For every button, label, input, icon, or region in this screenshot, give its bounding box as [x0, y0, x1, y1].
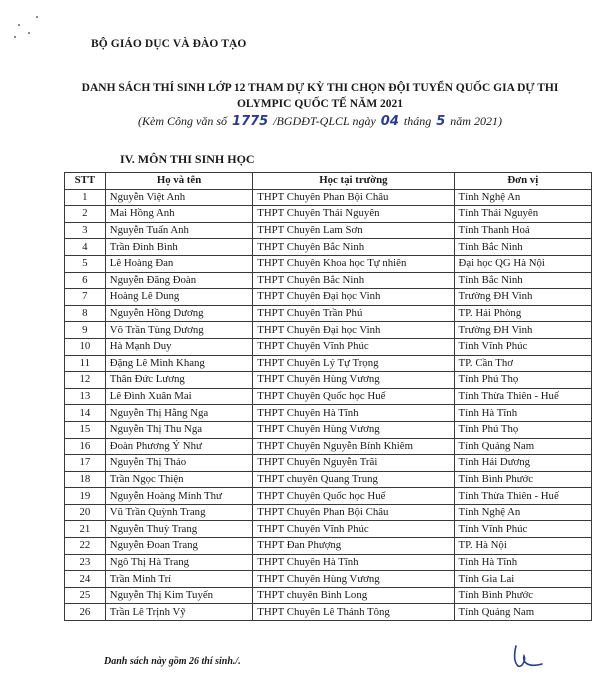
table-row [65, 388, 592, 405]
cell-unit: Tỉnh Thanh Hoá [454, 222, 591, 239]
column-header-stt: STT [65, 173, 106, 190]
cell-name: Trần Minh Trí [105, 571, 252, 588]
table-row [65, 206, 592, 223]
table-row [65, 504, 592, 521]
cell-unit: Tỉnh Hà Tĩnh [454, 405, 591, 422]
table-row [65, 521, 592, 538]
cell-school: THPT Đan Phượng [253, 538, 454, 555]
cell-school: THPT chuyên Bình Long [253, 587, 454, 604]
cell-unit: Trường ĐH Vinh [454, 289, 591, 306]
cell-name: Nguyễn Thị Hằng Nga [105, 405, 252, 422]
cell-stt: 8 [65, 305, 106, 322]
table-row [65, 272, 592, 289]
document-title [60, 80, 580, 112]
cell-unit: Tỉnh Quảng Nam [454, 438, 591, 455]
cell-school: THPT Chuyên Bắc Ninh [253, 272, 454, 289]
footer-note: Danh sách này gồm 26 thí sinh./. [104, 656, 241, 667]
table-row [65, 471, 592, 488]
table-row [65, 587, 592, 604]
cell-school: THPT Chuyên Đại học Vinh [253, 322, 454, 339]
cell-school: THPT Chuyên Vĩnh Phúc [253, 521, 454, 538]
cell-unit: Tỉnh Phú Thọ [454, 421, 591, 438]
table-row [65, 604, 592, 621]
cell-name: Trần Ngọc Thiện [105, 471, 252, 488]
cell-school: THPT Chuyên Lý Tự Trọng [253, 355, 454, 372]
cell-unit: Tỉnh Gia Lai [454, 571, 591, 588]
cell-name: Nguyễn Thuỳ Trang [105, 521, 252, 538]
table-row [65, 305, 592, 322]
cell-unit: Đại học QG Hà Nội [454, 255, 591, 272]
title-line-1: DANH SÁCH THÍ SINH LỚP 12 THAM DỰ KỲ THI CHỌN ĐỘI TUYỂN QUỐC GIA DỰ THI [81, 82, 559, 94]
cell-school: THPT Chuyên Khoa học Tự nhiên [253, 255, 454, 272]
cell-unit: Tỉnh Nghệ An [454, 504, 591, 521]
table-row [65, 338, 592, 355]
signature-mark [508, 640, 548, 670]
table-row [65, 289, 592, 306]
table-row [65, 405, 592, 422]
cell-stt: 14 [65, 405, 106, 422]
cell-school: THPT Chuyên Nguyễn Trãi [253, 455, 454, 472]
cell-school: THPT Chuyên Hà Tĩnh [253, 554, 454, 571]
cell-name: Đoàn Phương Ý Như [105, 438, 252, 455]
cell-unit: Tỉnh Quảng Nam [454, 604, 591, 621]
table-header-row [65, 173, 592, 190]
section-title: IV. MÔN THI SINH HỌC [120, 152, 255, 166]
cell-unit: Tỉnh Bình Phước [454, 587, 591, 604]
table-row [65, 222, 592, 239]
cell-name: Nguyễn Thị Kim Tuyến [105, 587, 252, 604]
table-row [65, 239, 592, 256]
cell-stt: 5 [65, 255, 106, 272]
cell-stt: 20 [65, 504, 106, 521]
cell-stt: 26 [65, 604, 106, 621]
cell-stt: 16 [65, 438, 106, 455]
table-row [65, 372, 592, 389]
cell-stt: 18 [65, 471, 106, 488]
cell-stt: 22 [65, 538, 106, 555]
cell-school: THPT chuyên Quang Trung [253, 471, 454, 488]
cell-stt: 10 [65, 338, 106, 355]
cell-name: Nguyễn Thị Thu Nga [105, 421, 252, 438]
cell-stt: 9 [65, 322, 106, 339]
table-row [65, 255, 592, 272]
cell-unit: TP. Cần Thơ [454, 355, 591, 372]
title-line-2: OLYMPIC QUỐC TẾ NĂM 2021 [236, 98, 404, 110]
cell-stt: 2 [65, 206, 106, 223]
cell-unit: TP. Hà Nội [454, 538, 591, 555]
cell-stt: 4 [65, 239, 106, 256]
table-row [65, 455, 592, 472]
table-row [65, 488, 592, 505]
ref-number-handwritten: 1775 [232, 114, 269, 129]
table-row [65, 571, 592, 588]
cell-stt: 7 [65, 289, 106, 306]
cell-school: THPT Chuyên Quốc học Huế [253, 388, 454, 405]
cell-unit: Tỉnh Hải Dương [454, 455, 591, 472]
cell-name: Nguyễn Thị Thảo [105, 455, 252, 472]
cell-school: THPT Chuyên Trần Phú [253, 305, 454, 322]
cell-unit: Tỉnh Thừa Thiên - Huế [454, 488, 591, 505]
cell-unit: Tỉnh Thái Nguyên [454, 206, 591, 223]
cell-name: Hoàng Lê Dung [105, 289, 252, 306]
ref-month-label: tháng [400, 114, 435, 128]
cell-stt: 21 [65, 521, 106, 538]
ref-prefix: (Kèm Công văn số [138, 114, 231, 128]
cell-stt: 25 [65, 587, 106, 604]
cell-school: THPT Chuyên Vĩnh Phúc [253, 338, 454, 355]
cell-unit: Tỉnh Thừa Thiên - Huế [454, 388, 591, 405]
cell-name: Đặng Lê Minh Khang [105, 355, 252, 372]
cell-school: THPT Chuyên Thái Nguyên [253, 206, 454, 223]
ref-suffix: năm 2021) [447, 114, 502, 128]
cell-stt: 15 [65, 421, 106, 438]
cell-stt: 6 [65, 272, 106, 289]
cell-unit: Tỉnh Phú Thọ [454, 372, 591, 389]
column-header-unit: Đơn vị [454, 173, 591, 190]
ministry-name: BỘ GIÁO DỤC VÀ ĐÀO TẠO [91, 38, 247, 50]
cell-stt: 19 [65, 488, 106, 505]
column-header-school: Học tại trường [253, 173, 454, 190]
cell-unit: Trường ĐH Vinh [454, 322, 591, 339]
cell-unit: Tỉnh Hà Tĩnh [454, 554, 591, 571]
cell-name: Nguyễn Hồng Dương [105, 305, 252, 322]
table-row [65, 322, 592, 339]
cell-school: THPT Chuyên Lê Thánh Tông [253, 604, 454, 621]
cell-name: Mai Hồng Anh [105, 206, 252, 223]
cell-unit: Tỉnh Bình Phước [454, 471, 591, 488]
cell-school: THPT Chuyên Quốc học Huế [253, 488, 454, 505]
ref-mid: /BGDĐT-QLCL ngày [270, 114, 379, 128]
cell-unit: Tỉnh Bắc Ninh [454, 239, 591, 256]
cell-stt: 23 [65, 554, 106, 571]
document-reference [60, 114, 580, 129]
cell-stt: 24 [65, 571, 106, 588]
cell-school: THPT Chuyên Phan Bội Châu [253, 189, 454, 206]
cell-name: Vũ Trần Quỳnh Trang [105, 504, 252, 521]
cell-stt: 13 [65, 388, 106, 405]
cell-school: THPT Chuyên Lam Sơn [253, 222, 454, 239]
cell-name: Lê Đình Xuân Mai [105, 388, 252, 405]
cell-stt: 12 [65, 372, 106, 389]
cell-name: Nguyễn Đăng Đoàn [105, 272, 252, 289]
cell-school: THPT Chuyên Bắc Ninh [253, 239, 454, 256]
table-row [65, 189, 592, 206]
cell-unit: Tỉnh Nghệ An [454, 189, 591, 206]
cell-name: Thân Đức Lương [105, 372, 252, 389]
cell-stt: 17 [65, 455, 106, 472]
cell-name: Võ Trần Tùng Dương [105, 322, 252, 339]
cell-name: Nguyễn Hoàng Minh Thư [105, 488, 252, 505]
cell-name: Hà Mạnh Duy [105, 338, 252, 355]
cell-stt: 3 [65, 222, 106, 239]
cell-name: Nguyễn Việt Anh [105, 189, 252, 206]
cell-school: THPT Chuyên Nguyễn Bỉnh Khiêm [253, 438, 454, 455]
table-row [65, 554, 592, 571]
table-row [65, 421, 592, 438]
cell-name: Trần Đình Bình [105, 239, 252, 256]
cell-school: THPT Chuyên Phan Bội Châu [253, 504, 454, 521]
table-row [65, 438, 592, 455]
cell-name: Nguyễn Đoan Trang [105, 538, 252, 555]
cell-school: THPT Chuyên Hùng Vương [253, 421, 454, 438]
cell-school: THPT Chuyên Hùng Vương [253, 372, 454, 389]
cell-name: Ngô Thị Hà Trang [105, 554, 252, 571]
cell-name: Nguyễn Tuấn Anh [105, 222, 252, 239]
column-header-name: Họ và tên [105, 173, 252, 190]
cell-unit: Tỉnh Vĩnh Phúc [454, 338, 591, 355]
table-row [65, 538, 592, 555]
cell-school: THPT Chuyên Đại học Vinh [253, 289, 454, 306]
cell-name: Lê Hoàng Đan [105, 255, 252, 272]
ref-day-handwritten: 04 [380, 114, 399, 129]
scan-specks [14, 14, 54, 44]
cell-school: THPT Chuyên Hà Tĩnh [253, 405, 454, 422]
cell-stt: 1 [65, 189, 106, 206]
ref-month-handwritten: 5 [436, 114, 446, 129]
table-row [65, 355, 592, 372]
cell-unit: TP. Hải Phòng [454, 305, 591, 322]
cell-unit: Tỉnh Bắc Ninh [454, 272, 591, 289]
cell-name: Trần Lê Trịnh Vỹ [105, 604, 252, 621]
cell-stt: 11 [65, 355, 106, 372]
candidate-table [64, 172, 592, 621]
cell-school: THPT Chuyên Hùng Vương [253, 571, 454, 588]
cell-unit: Tỉnh Vĩnh Phúc [454, 521, 591, 538]
